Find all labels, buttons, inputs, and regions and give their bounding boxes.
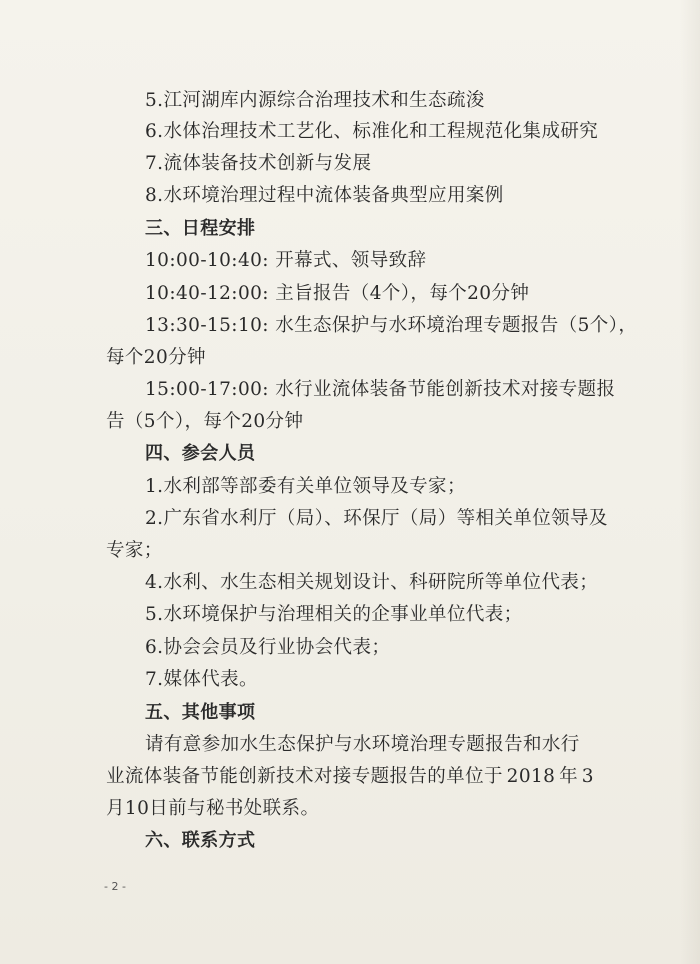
scan-edge-shadow <box>680 0 700 964</box>
attendee-item: 7.媒体代表。 <box>145 669 258 690</box>
attendee-item-continuation: 专家； <box>106 540 163 561</box>
paragraph-fragment: 业流体装备节能创新技术对接专题报告的单位于 <box>106 766 503 787</box>
schedule-item: 13:30-15:10: 水生态保护与水环境治理专题报告（5个）， <box>145 315 638 336</box>
schedule-item-continuation: 每个20分钟 <box>106 347 206 368</box>
page-number: - 2 - <box>104 880 126 893</box>
section-heading-other: 五、其他事项 <box>145 702 256 723</box>
list-item: 5.江河湖库内源综合治理技术和生态疏浚 <box>145 90 485 111</box>
paragraph-line <box>106 765 594 789</box>
schedule-item: 10:00-10:40: 开幕式、领导致辞 <box>145 250 427 271</box>
paragraph-fragment: 年 <box>559 766 579 787</box>
section-heading-schedule: 三、日程安排 <box>145 218 256 239</box>
list-item: 7.流体装备技术创新与发展 <box>145 153 372 174</box>
attendee-item: 1.水利部等部委有关单位领导及专家； <box>145 476 466 497</box>
section-heading-attendees: 四、参会人员 <box>145 443 256 464</box>
attendee-item: 4.水利、水生态相关规划设计、科研院所等单位代表； <box>145 572 599 593</box>
paragraph-line: 月10日前与秘书处联系。 <box>106 798 320 819</box>
paragraph-fragment: 3 <box>581 766 594 787</box>
section-heading-contact: 六、联系方式 <box>145 830 256 851</box>
attendee-item: 6.协会会员及行业协会代表； <box>145 637 391 658</box>
list-item: 8.水环境治理过程中流体装备典型应用案例 <box>145 185 504 206</box>
attendee-item: 5.水环境保护与治理相关的企事业单位代表； <box>145 604 523 625</box>
schedule-item-continuation: 告（5个），每个20分钟 <box>106 411 304 432</box>
schedule-item: 10:40-12:00: 主旨报告（4个），每个20分钟 <box>145 283 530 304</box>
schedule-item: 15:00-17:00: 水行业流体装备节能创新技术对接专题报 <box>145 379 616 400</box>
paragraph-fragment: 2018 <box>506 766 556 787</box>
paragraph-line: 请有意参加水生态保护与水环境治理专题报告和水行 <box>145 734 580 755</box>
list-item: 6.水体治理技术工艺化、标准化和工程规范化集成研究 <box>145 121 599 142</box>
attendee-item: 2.广东省水利厅（局）、环保厅（局）等相关单位领导及 <box>145 508 608 529</box>
